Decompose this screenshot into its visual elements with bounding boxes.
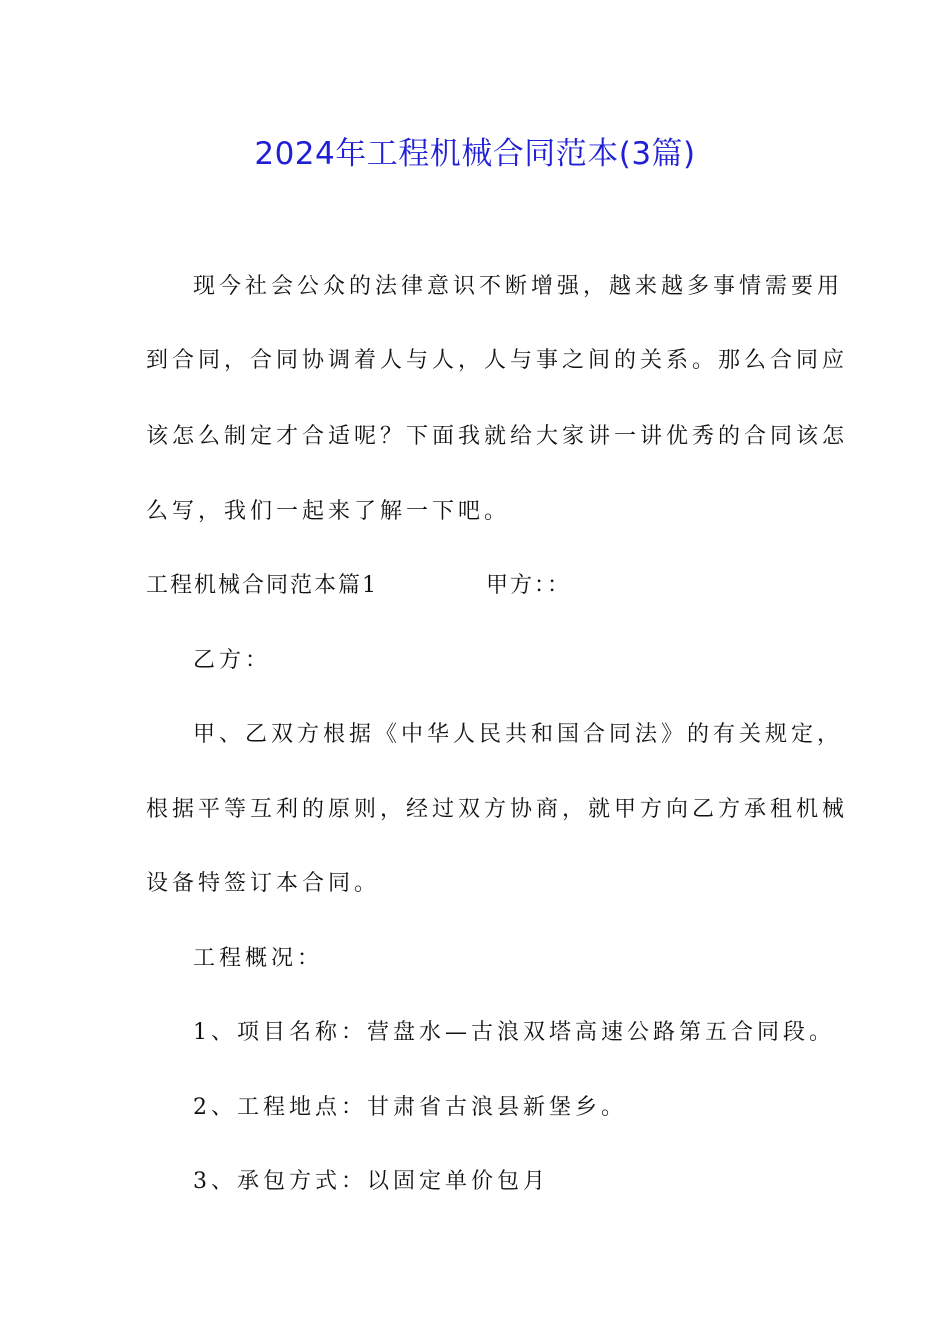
body-line-1: 甲、乙双方根据《中华人民共和国合同法》的有关规定， — [193, 722, 844, 747]
document-title: 2024年工程机械合同范本(3篇) — [254, 136, 696, 172]
intro-line-1: 现今社会公众的法律意识不断增强，越来越多事情需要用 — [193, 274, 844, 299]
party-a-label: 甲方：： — [486, 573, 572, 598]
item-contract-method: 3、承包方式：以固定单价包月 — [193, 1169, 549, 1194]
party-b-label: 乙方： — [193, 648, 272, 673]
item-project-name: 1、项目名称：营盘水—古浪双塔高速公路第五合同段。 — [193, 1020, 835, 1045]
item-location: 2、工程地点：甘肃省古浪县新堡乡。 — [193, 1095, 627, 1120]
body-line-3: 设备特签订本合同。 — [146, 871, 381, 896]
intro-line-3: 该怎么制定才合适呢？下面我就给大家讲一讲优秀的合同该怎 — [146, 424, 849, 449]
overview-heading: 工程概况： — [193, 946, 324, 971]
body-line-2: 根据平等互利的原则，经过双方协商，就甲方向乙方承租机械 — [146, 797, 849, 822]
intro-line-2: 到合同，合同协调着人与人，人与事之间的关系。那么合同应 — [146, 348, 849, 373]
section-heading: 工程机械合同范本篇1 — [146, 573, 378, 598]
section-heading-line — [146, 571, 571, 601]
intro-line-4: 么写，我们一起来了解一下吧。 — [146, 499, 511, 524]
